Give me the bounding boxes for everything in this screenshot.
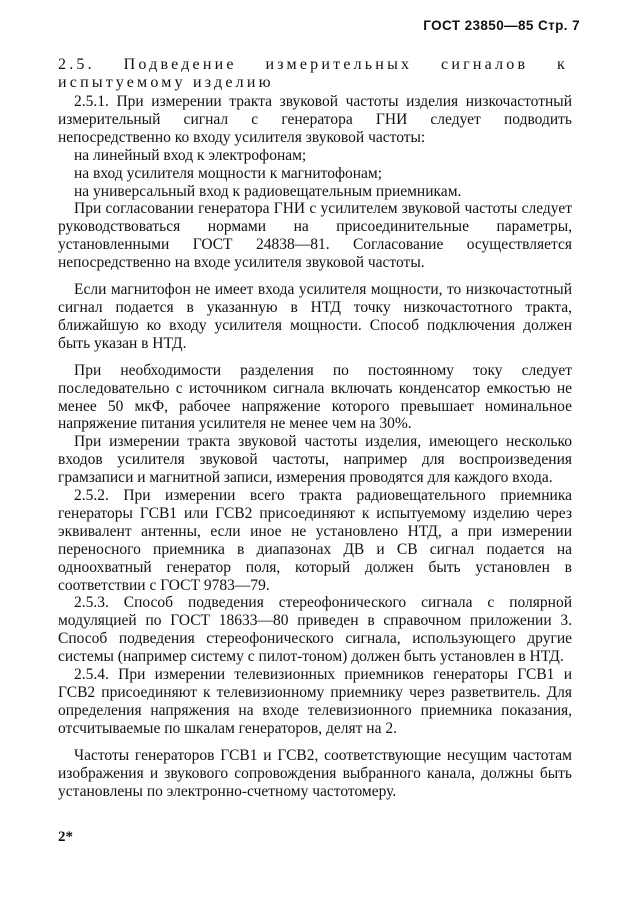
paragraph-2-5-2: 2.5.2. При измерении всего тракта радиовещательного приемника генераторы ГСВ1 или ГСВ2 присоединяют к испытуемому изделию через эквивалент антенны, если иное не установлено НТД, а при измерении переносного приемника в диапазонах ДВ и СВ сигнал подается на одноохватный генератор поля, который должен быть установлен в соответствии с ГОСТ 9783—79. (58, 487, 572, 594)
paragraph-2-5-3: 2.5.3. Способ подведения стереофонического сигнала с полярной модуляцией по ГОСТ 18633—80 приведен в справочном приложении 3. Способ подведения стереофонического сигнала, использующего другие системы (например систему с пилот-тоном) должен быть установлен в НТД. (58, 594, 572, 666)
list-item-line-input: на линейный вход к электрофонам; (74, 146, 307, 164)
paragraph-2-5-1: 2.5.1. При измерении тракта звуковой частоты изделия низкочастотный измерительный сигнал с генератора ГНИ следует подводить непосредственно ко входу усилителя звуковой частоты: (58, 93, 572, 146)
paragraph-dc-separation: При необходимости разделения по постоянному току следует последовательно с источником сигнала включать конденсатор емкостью не менее 50 мкФ, рабочее напряжение которого превышает номинальное напряжение питания усилителя не менее чем на 30%. (58, 361, 572, 433)
paragraph-multiple-inputs: При измерении тракта звуковой частоты изделия, имеющего несколько входов усилителя звуковой частоты, например для воспроизведения грамзаписи и магнитной записи, измерения проводятся для каждого входа. (58, 433, 572, 487)
page-number: 2* (58, 829, 73, 845)
paragraph-matching: При согласовании генератора ГНИ с усилителем звуковой частоты следует руководствоваться нормами на присоединительные параметры, установленными ГОСТ 24838—81. Согласование осуществляется непосредственно на входе усилителя звуковой частоты. (58, 200, 572, 272)
list-item-universal-input: на универсальный вход к радиовещательным приемникам. (74, 182, 462, 200)
paragraph-tape-recorder: Если магнитофон не имеет входа усилителя мощности, то низкочастотный сигнал подается в указанную в НТД точку низкочастотного тракта, ближайшую ко входу усилителя мощности. Способ подключения должен быть указан в НТД. (58, 281, 572, 352)
list-item-power-amp-input: на вход усилителя мощности к магнитофонам; (74, 164, 383, 182)
paragraph-2-5-4: 2.5.4. При измерении телевизионных приемников генераторы ГСВ1 и ГСВ2 присоединяют к телевизионному приемнику через разветвитель. Для определения напряжения на входе телевизионного приемника показания, отсчитываемые по шкалам генераторов, делят на 2. (58, 666, 572, 737)
page-header: ГОСТ 23850—85 Стр. 7 (423, 18, 580, 33)
section-title: 2.5. Подведение измерительных сигналов к испытуемому изделию (58, 56, 568, 91)
body-text (58, 93, 572, 800)
paragraph-frequencies: Частоты генераторов ГСВ1 и ГСВ2, соответствующие несущим частотам изображения и звукового сопровождения выбранного канала, должны быть установлены по электронно-счетному частотомеру. (58, 746, 572, 800)
